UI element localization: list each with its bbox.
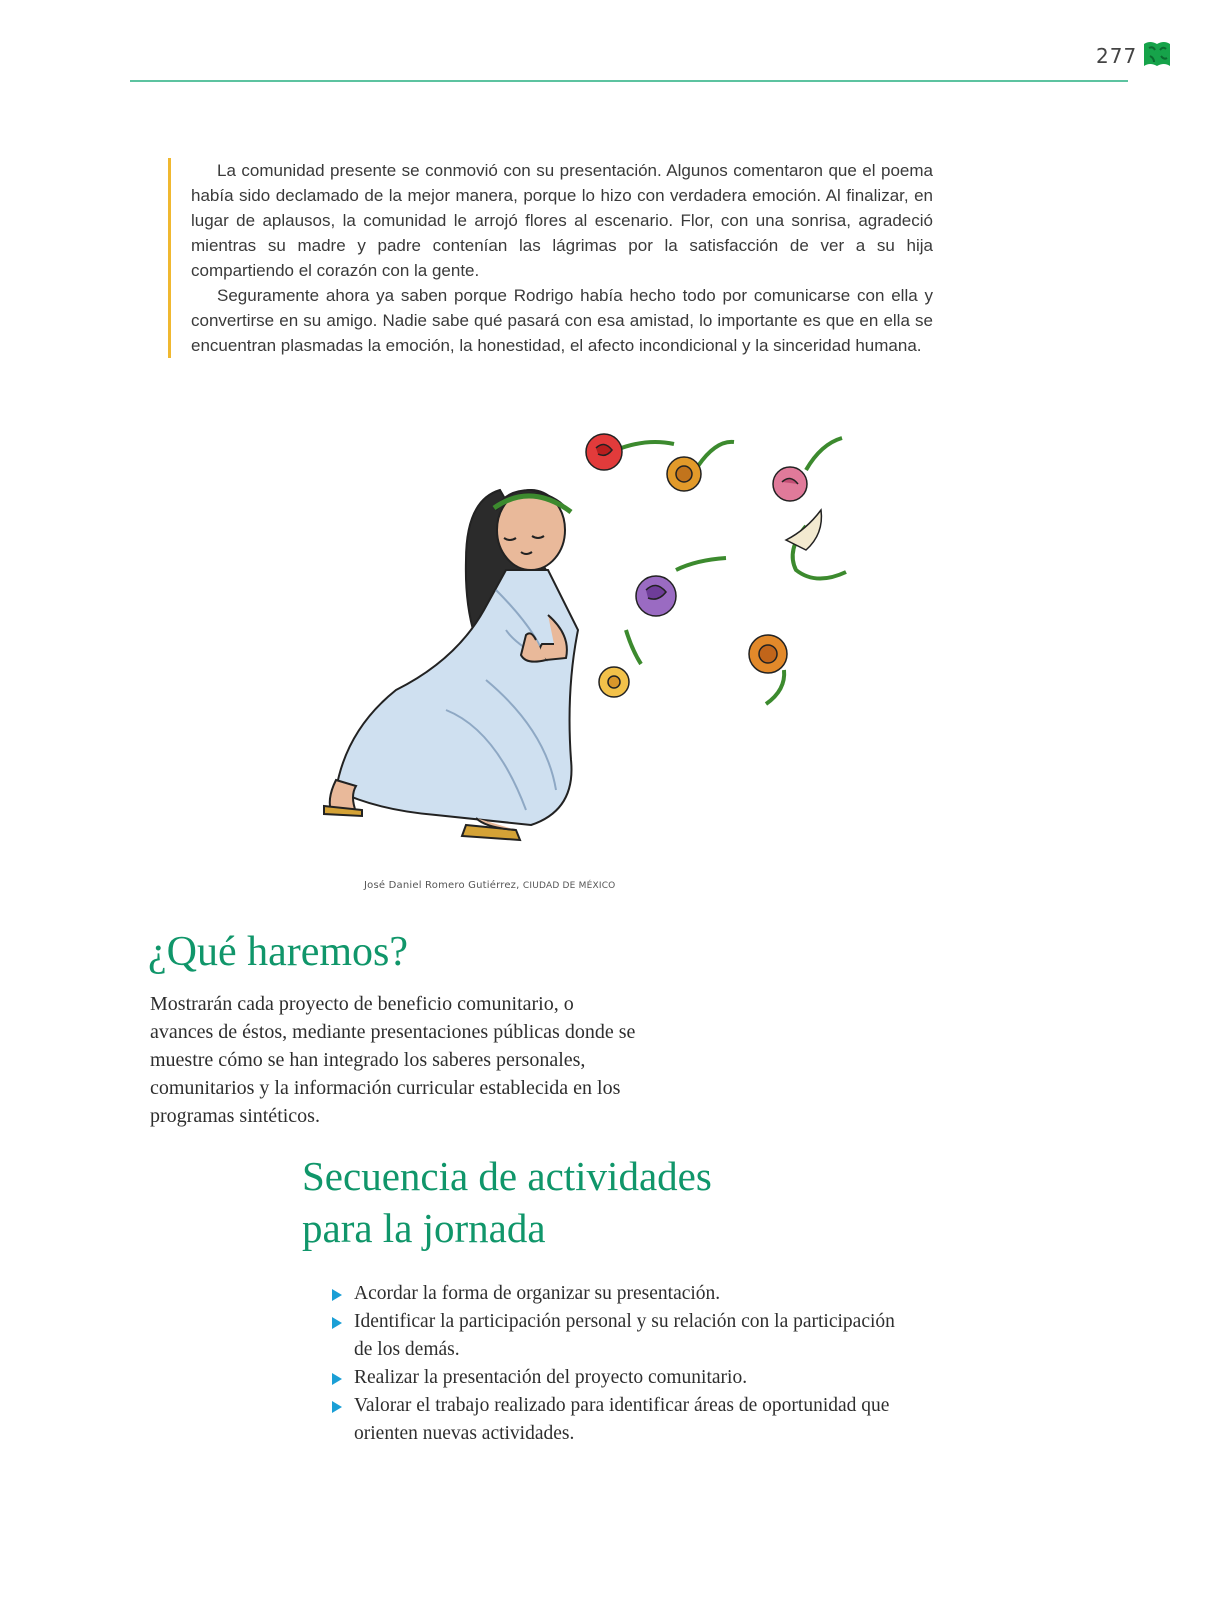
list-item-text: Valorar el trabajo realizado para identificar áreas de oportunidad que orienten nuevas actividades. [354, 1395, 890, 1444]
green-book-logo-icon [1140, 38, 1174, 74]
credit-place: CIUDAD DE MÉXICO [522, 881, 616, 891]
section-intro-text: Mostrarán cada proyecto de beneficio comunitario, o avances de éstos, mediante presentaciones públicas donde se muestre cómo se han integrado los saberes personales, comunitarios y la información curricular establecida en los programas sintéticos. [150, 993, 636, 1127]
list-item-text: Identificar la participación personal y su relación con la participación de los demás. [354, 1311, 895, 1360]
activity-list [330, 1280, 910, 1448]
header-rule [130, 80, 1128, 82]
triangle-bullet-icon [332, 1289, 342, 1301]
section-title-line: Secuencia de actividades [302, 1153, 712, 1199]
list-item [330, 1392, 910, 1448]
list-item [330, 1308, 910, 1364]
triangle-bullet-icon [332, 1401, 342, 1413]
list-item-text: Realizar la presentación del proyecto comunitario. [354, 1367, 748, 1388]
triangle-bullet-icon [332, 1373, 342, 1385]
story-paragraph: La comunidad presente se conmovió con su presentación. Algunos comentaron que el poema había sido declamado de la mejor manera, porque lo hizo con verdadera emoción. Al finalizar, en lugar de aplausos, la comunidad le arrojó flores al escenario. Flor, con una sonrisa, agradeció mientras su madre y padre contenían las lágrimas por la satisfacción de ver a su hija compartiendo el corazón con la gente. [191, 161, 933, 280]
list-item [330, 1364, 910, 1392]
list-item-text: Acordar la forma de organizar su presentación. [354, 1283, 721, 1304]
girl-with-flowers-illustration [316, 430, 876, 870]
section-title-secuencia [302, 1150, 712, 1254]
section-title-que-haremos: ¿Qué haremos? [148, 929, 409, 975]
girl-figure [324, 490, 578, 840]
falling-flowers [586, 434, 846, 704]
illustration-credit [364, 880, 615, 891]
story-paragraph: Seguramente ahora ya saben porque Rodrigo había hecho todo por comunicarse con ella y convertirse en su amigo. Nadie sabe qué pasará con esa amistad, lo importante es que en ella se encuentran plasmadas la emoción, la honestidad, el afecto incondicional y la sinceridad humana. [191, 286, 933, 355]
page-number: 277 [1096, 44, 1138, 68]
credit-author: José Daniel Romero Gutiérrez, [364, 880, 520, 891]
section-title-line: para la jornada [302, 1205, 546, 1251]
triangle-bullet-icon [332, 1317, 342, 1329]
story-quote-block [168, 158, 933, 358]
list-item [330, 1280, 910, 1308]
